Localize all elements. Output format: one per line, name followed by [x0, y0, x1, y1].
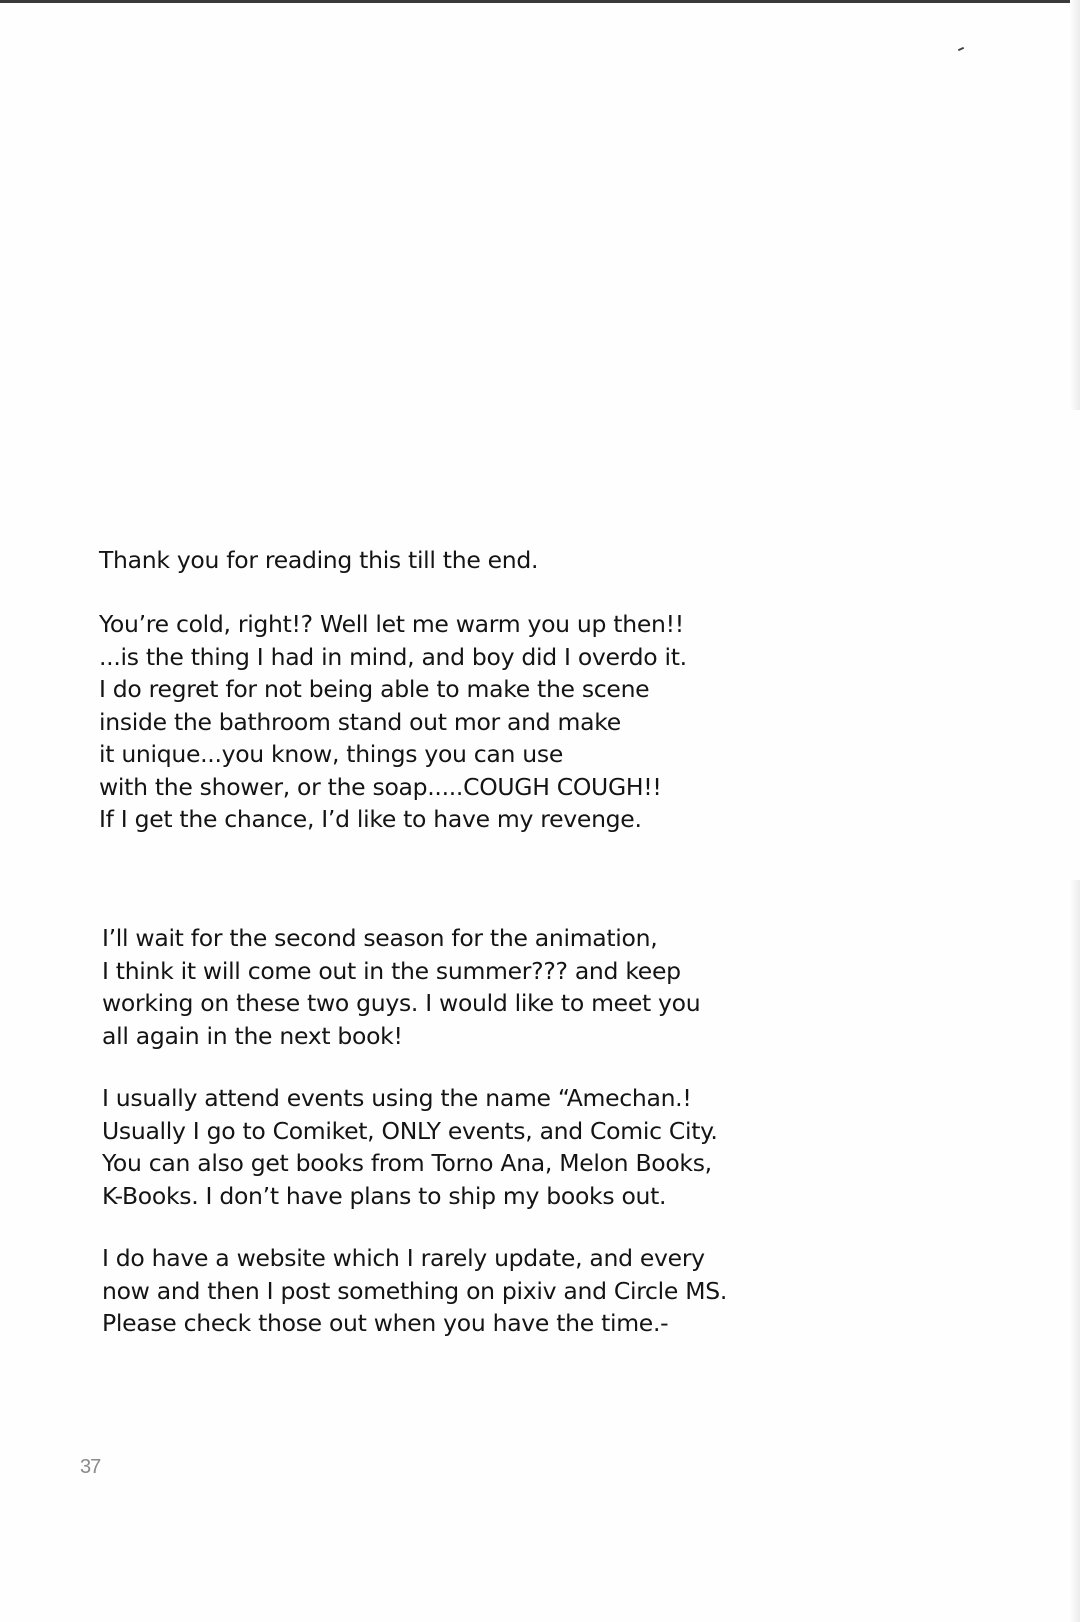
- text-line: with the shower, or the soap.....COUGH COUGH!!: [99, 772, 662, 801]
- text-line: I’ll wait for the second season for the animation,: [102, 924, 658, 952]
- text-line: now and then I post something on pixiv and Circle MS.: [102, 1276, 727, 1305]
- text-line: Please check those out when you have the time.-: [102, 1309, 669, 1337]
- text-line: it unique...you know, things you can use: [99, 740, 563, 768]
- text-line: Thank you for reading this till the end.: [99, 546, 539, 574]
- page-edge-shadow: [1070, 0, 1080, 410]
- text-line: I think it will come out in the summer??? and keep: [102, 956, 681, 985]
- text-line: Usually I go to Comiket, ONLY events, and Comic City.: [102, 1116, 718, 1145]
- text-line: You’re cold, right!? Well let me warm you up then!!: [99, 610, 684, 638]
- paragraph-second-season: [102, 922, 700, 1052]
- paragraph-regret: [99, 608, 687, 836]
- page-top-border: [0, 0, 1080, 3]
- scan-speck: [958, 47, 964, 51]
- page-number: 37: [80, 1456, 101, 1478]
- text-line: ...is the thing I had in mind, and boy did I overdo it.: [99, 642, 687, 671]
- text-line: You can also get books from Torno Ana, Melon Books,: [102, 1149, 712, 1177]
- text-line: all again in the next book!: [102, 1021, 403, 1050]
- paragraph-thanks: [99, 544, 538, 577]
- text-line: inside the bathroom stand out mor and make: [99, 707, 621, 736]
- text-line: I usually attend events using the name “Amechan.!: [102, 1084, 692, 1112]
- text-line: working on these two guys. I would like to meet you: [102, 989, 701, 1017]
- text-line: If I get the chance, I’d like to have my revenge.: [99, 805, 642, 833]
- paragraph-website: [102, 1242, 727, 1340]
- text-line: I do have a website which I rarely update, and every: [102, 1244, 705, 1272]
- text-line: I do regret for not being able to make the scene: [99, 675, 650, 703]
- page-edge-shadow: [1070, 880, 1080, 1622]
- text-line: K-Books. I don’t have plans to ship my books out.: [102, 1181, 667, 1210]
- paragraph-events: [102, 1082, 718, 1212]
